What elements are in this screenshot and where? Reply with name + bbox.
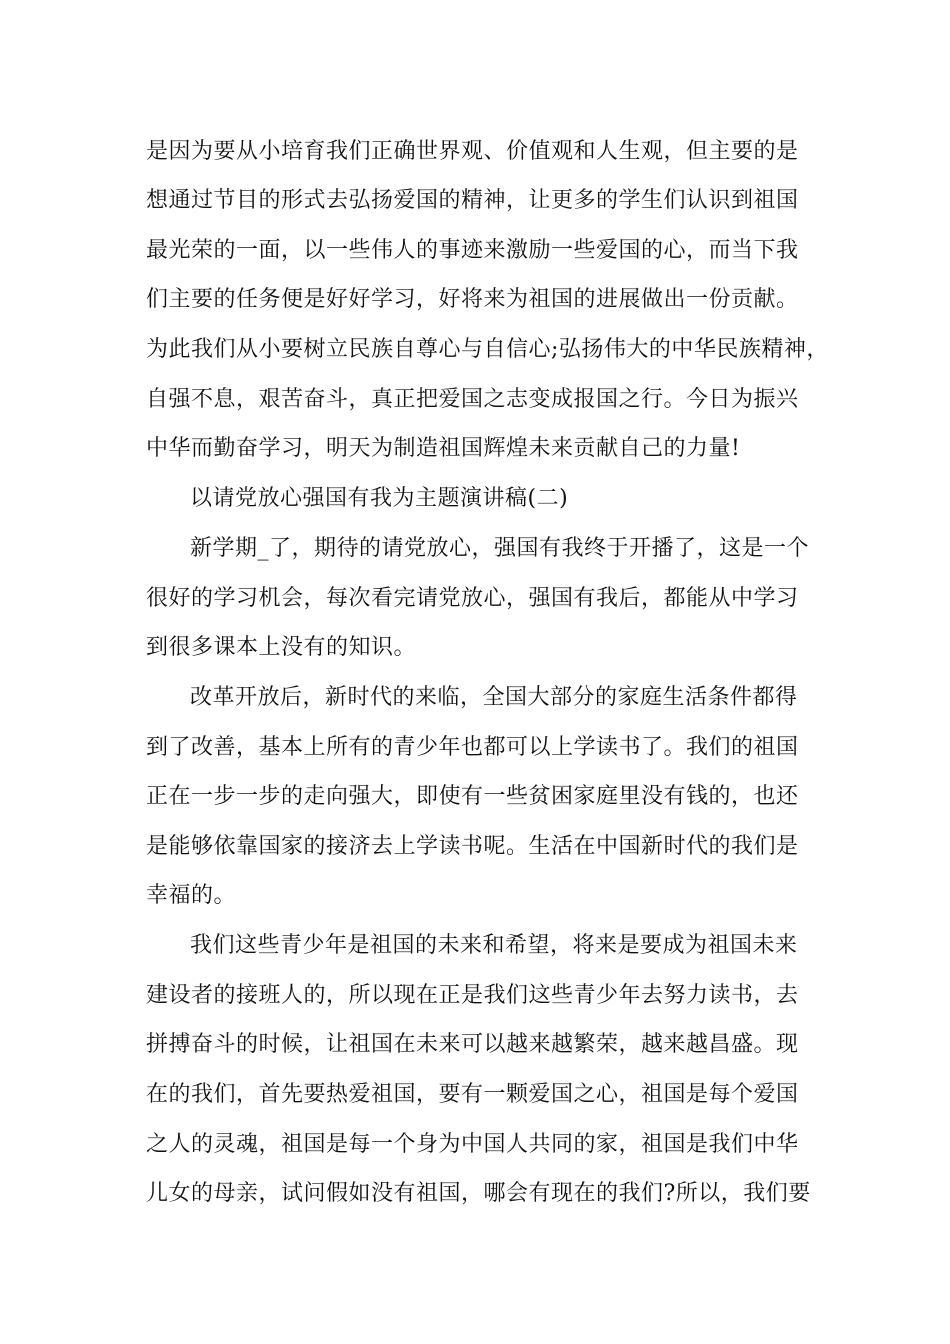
text-line: 新学期_了，期待的请党放心，强国有我终于开播了，这是一个 <box>190 536 810 561</box>
text-line: 之人的灵魂，祖国是每一个身为中国人共同的家，祖国是我们中华 <box>146 1132 799 1157</box>
text-line: 到了改善，基本上所有的青少年也都可以上学读书了。我们的祖国 <box>146 735 799 760</box>
text-line: 是因为要从小培育我们正确世界观、价值观和人生观，但主要的是 <box>146 139 799 164</box>
text-line: 儿女的母亲，试问假如没有祖国，哪会有现在的我们?所以，我们要 <box>146 1181 811 1206</box>
text-line: 们主要的任务便是好好学习，好将来为祖国的进展做出一份贡献。 <box>146 287 799 312</box>
text-line: 我们这些青少年是祖国的未来和希望，将来是要成为祖国未来 <box>190 933 798 958</box>
text-line: 拼搏奋斗的时候，让祖国在未来可以越来越繁荣，越来越昌盛。现 <box>146 1032 799 1057</box>
text-line: 为此我们从小要树立民族自尊心与自信心;弘扬伟大的中华民族精神， <box>146 337 829 362</box>
text-line: 是能够依靠国家的接济去上学读书呢。生活在中国新时代的我们是 <box>146 834 799 859</box>
text-line: 想通过节目的形式去弘扬爱国的精神，让更多的学生们认识到祖国 <box>146 188 799 213</box>
text-line: 很好的学习机会，每次看完请党放心，强国有我后，都能从中学习 <box>146 586 799 611</box>
text-line: 自强不息，艰苦奋斗，真正把爱国之志变成报国之行。今日为振兴 <box>146 387 799 412</box>
text-line: 建设者的接班人的，所以现在正是我们这些青少年去努力读书，去 <box>146 983 799 1008</box>
text-line: 中华而勤奋学习，明天为制造祖国辉煌未来贡献自己的力量! <box>146 436 741 461</box>
text-line: 改革开放后，新时代的来临，全国大部分的家庭生活条件都得 <box>190 685 798 710</box>
text-line: 最光荣的一面，以一些伟人的事迹来激励一些爱国的心，而当下我 <box>146 238 799 263</box>
section-heading: 以请党放心强国有我为主题演讲稿(二) <box>190 486 569 511</box>
text-line: 到很多课本上没有的知识。 <box>146 635 417 660</box>
text-line: 正在一步一步的走向强大，即使有一些贫困家庭里没有钱的，也还 <box>146 784 799 809</box>
text-line: 幸福的。 <box>146 883 237 908</box>
text-line: 在的我们，首先要热爱祖国，要有一颗爱国之心，祖国是每个爱国 <box>146 1082 799 1107</box>
